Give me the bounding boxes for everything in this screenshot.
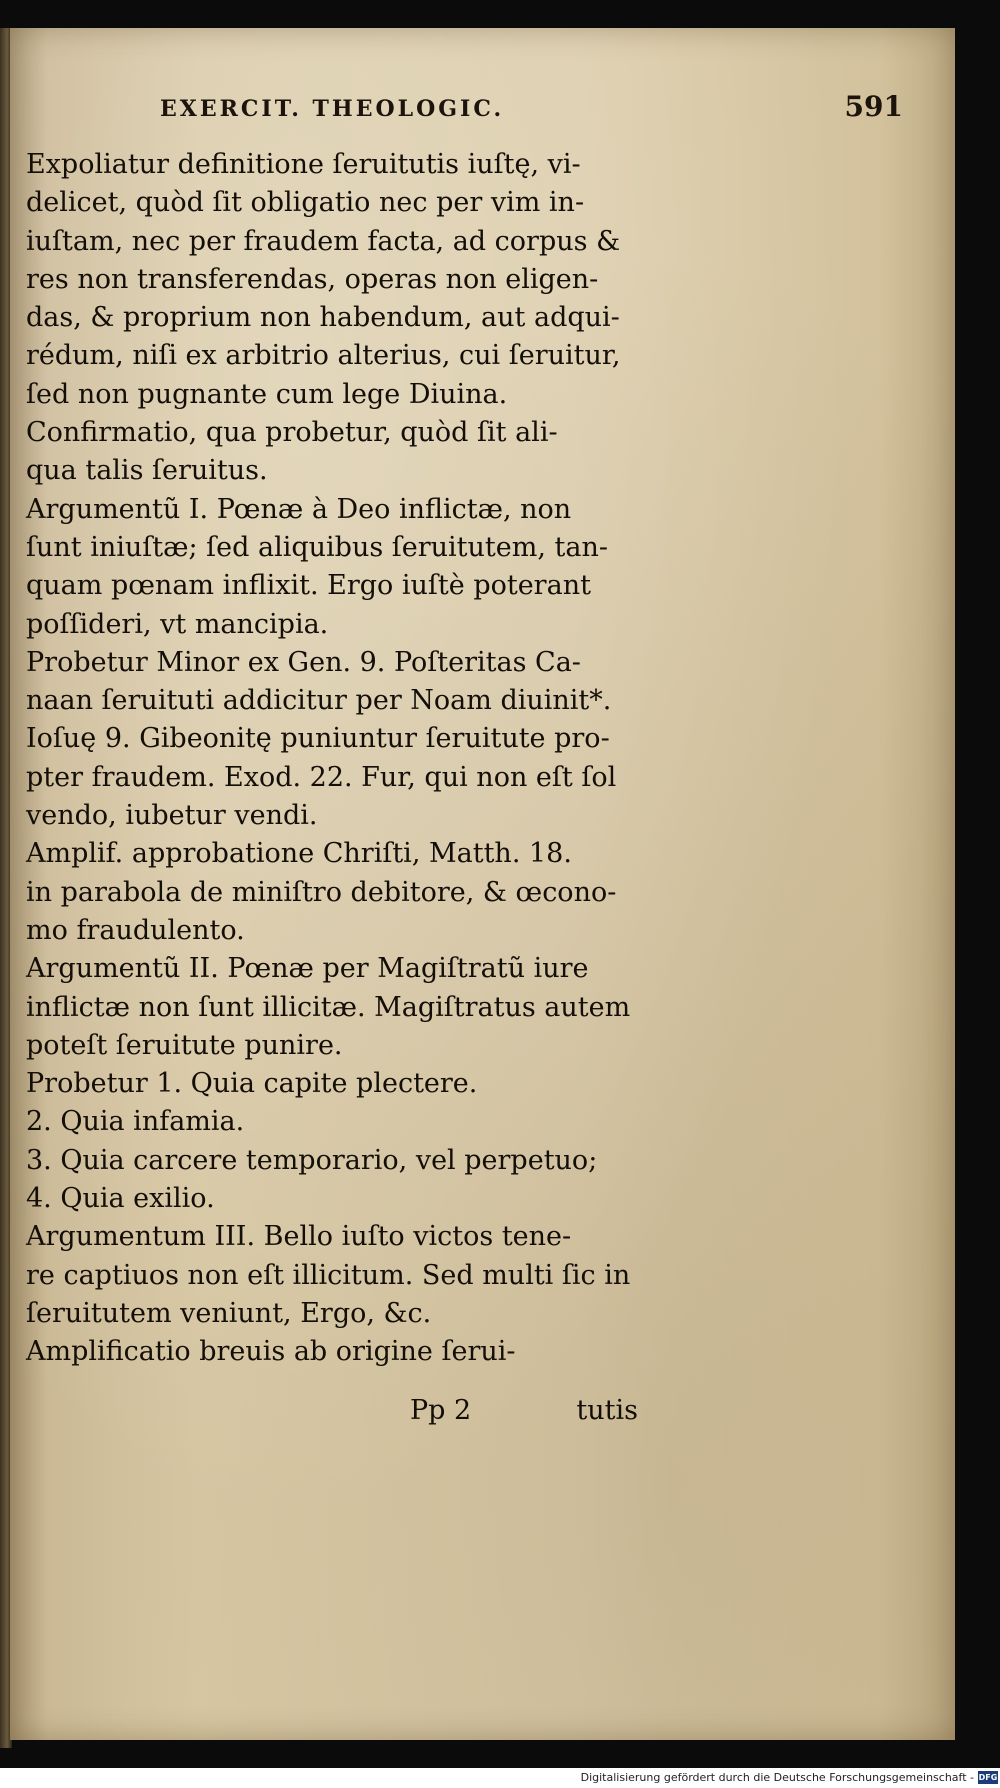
text-line: pter fraudem. Exod. 22. Fur, qui non eſt ſol — [26, 761, 617, 793]
text-line: Amplificatio breuis ab origine ſerui- — [26, 1336, 516, 1368]
text-line: naan ſeruituti addicitur per Noam diuinit*. — [26, 685, 612, 717]
text-line: mo fraudulento. — [26, 914, 245, 946]
text-line: rédum, niſi ex arbitrio alterius, cui ſeruitur, — [26, 340, 621, 372]
text-line: vendo, iubetur vendi. — [26, 800, 318, 832]
text-line: ſed non pugnante cum lege Diuina. — [26, 378, 508, 410]
text-line: poſſideri, vt mancipia. — [26, 608, 329, 640]
text-line: delicet, quòd ſit obligatio nec per vim in- — [26, 187, 585, 219]
text-line: Argumentũ I. Pœnæ à Deo inflictæ, non — [26, 493, 572, 525]
text-line: das, & proprium non habendum, aut adqui- — [26, 302, 620, 334]
text-line: Argumentũ II. Pœnæ per Magiſtratũ iure — [26, 953, 589, 985]
signature-mark: Pp 2 — [410, 1395, 472, 1426]
text-line: res non transferendas, operas non eligen- — [26, 263, 599, 295]
funding-credit: Digitalisierung gefördert durch die Deutsche Forschungsgemeinschaft - — [580, 1771, 974, 1784]
page-number: 591 — [844, 90, 903, 123]
text-line: iuſtam, nec per fraudem facta, ad corpus & — [26, 225, 621, 257]
text-line: ſunt iniuſtæ; ſed aliquibus ſeruitutem, tan- — [26, 531, 608, 563]
text-line: re captiuos non eſt illicitum. Sed multi ſic in — [26, 1259, 631, 1291]
text-line: Confirmatio, qua probetur, quòd ſit ali- — [26, 417, 558, 449]
text-line: Ioſuę 9. Gibeonitę puniuntur ſeruitute pro- — [26, 723, 610, 755]
text-line: in parabola de miniſtro debitore, & œcono- — [26, 876, 617, 908]
text-line: 2. Quia infamia. — [26, 1106, 245, 1138]
text-line: 3. Quia carcere temporario, vel perpetuo; — [26, 1144, 598, 1176]
text-line: poteſt ſeruitute punire. — [26, 1029, 343, 1061]
page-header — [160, 90, 915, 130]
catchword: tutis — [576, 1395, 638, 1426]
text-line: Probetur 1. Quia capite plectere. — [26, 1068, 478, 1100]
text-line: inflictæ non ſunt illicitæ. Magiſtratus autem — [26, 991, 631, 1023]
catchwords — [410, 1395, 650, 1431]
text-line: Probetur Minor ex Gen. 9. Poſteritas Ca- — [26, 646, 581, 678]
text-line: qua talis ſeruitus. — [26, 455, 268, 487]
body-text — [26, 146, 646, 1372]
text-line: ſeruitutem veniunt, Ergo, &c. — [26, 1297, 432, 1329]
dfg-logo: DFG — [978, 1773, 998, 1782]
text-line: 4. Quia exilio. — [26, 1183, 215, 1215]
running-head: EXERCIT. THEOLOGIC. — [160, 96, 505, 122]
text-line: Argumentum III. Bello iuſto victos tene- — [26, 1221, 572, 1253]
text-line: quam pœnam inflixit. Ergo iuſtè poterant — [26, 570, 591, 602]
text-line: Expoliatur definitione ſeruitutis iuſtę, vi- — [26, 149, 581, 180]
text-line: Amplif. approbatione Chriſti, Matth. 18. — [26, 838, 572, 870]
book-page — [10, 28, 955, 1740]
footer-bar — [0, 1768, 1000, 1788]
